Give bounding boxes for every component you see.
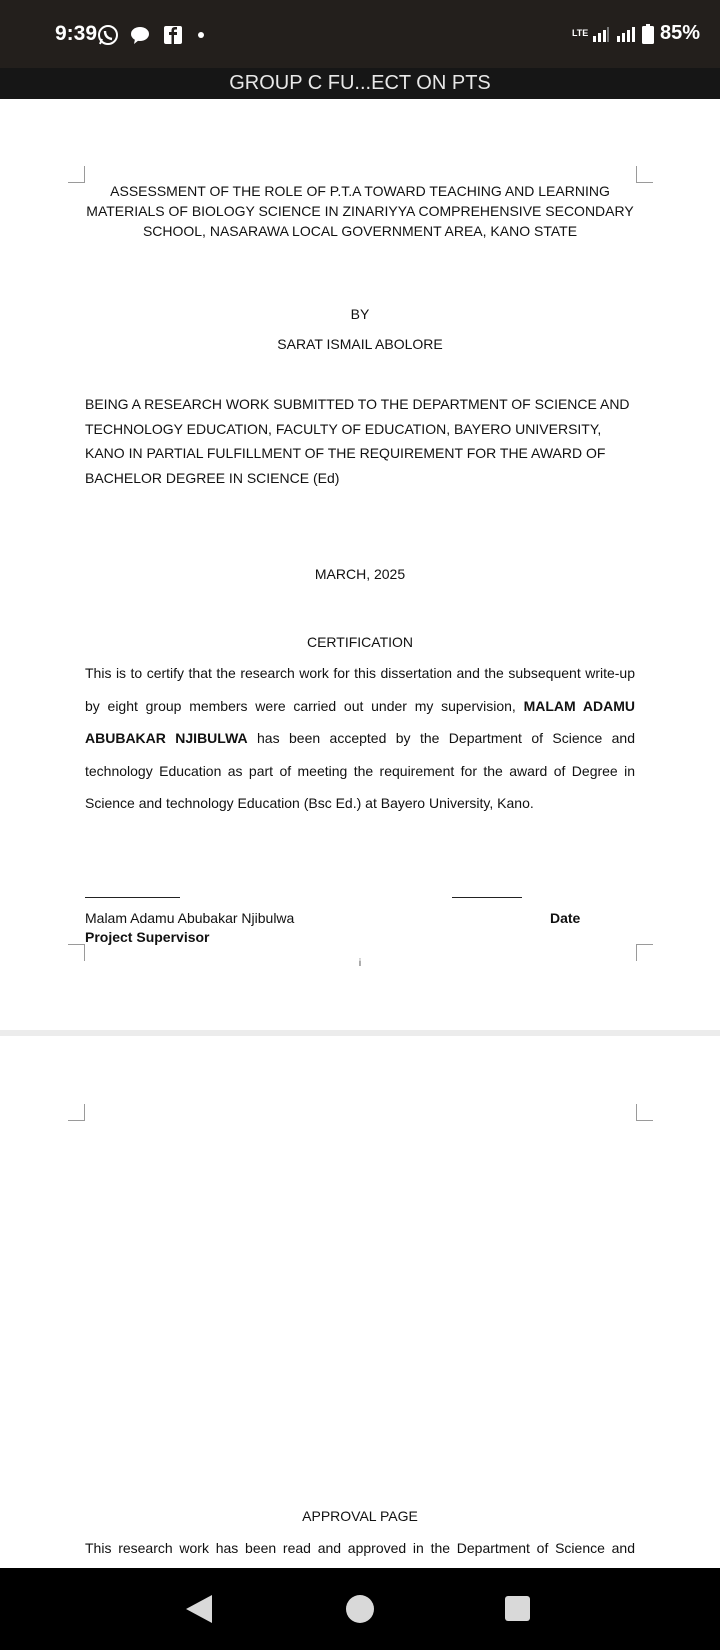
submission-date: MARCH, 2025 — [314, 566, 406, 582]
lte-label: LTE — [571, 28, 589, 38]
dot-icon — [196, 30, 206, 40]
certification-text-2: has been accepted by the Department of Science and technology Education as part of meeting the requirement for the award of Degree in Science and technology Education (Bsc Ed.) at Bayero University, Kano. — [85, 730, 635, 811]
author-name: SARAT ISMAIL ABOLORE — [277, 336, 443, 352]
system-nav-bar — [0, 1568, 720, 1650]
page-number: i — [358, 958, 362, 969]
certification-text-1: This is to certify that the research work for this dissertation and the subsequent write-up by eight group members were carried out under my supervision, — [85, 665, 635, 714]
document-page-1[interactable] — [0, 99, 720, 1030]
document-page-2[interactable] — [0, 1036, 720, 1568]
chat-bubble-icon — [129, 24, 151, 46]
home-icon[interactable] — [346, 1595, 374, 1623]
certification-body — [85, 657, 635, 820]
page-corner-mark — [636, 1104, 653, 1121]
signal-icon — [592, 25, 610, 43]
approval-heading: APPROVAL PAGE — [302, 1508, 418, 1524]
whatsapp-icon — [97, 24, 119, 46]
recents-icon[interactable] — [505, 1596, 530, 1621]
page-corner-mark — [68, 944, 85, 961]
project-title: ASSESSMENT OF THE ROLE OF P.T.A TOWARD TEACHING AND LEARNING MATERIALS OF BIOLOGY SCIENCE IN ZINARIYYA COMPREHENSIVE SECONDARY SCHOOL, NASARAWA LOCAL GOVERNMENT AREA, KANO STATE — [86, 183, 634, 239]
page-corner-mark — [636, 166, 653, 183]
supervisor-signature-line — [85, 897, 180, 898]
submission-statement: BEING A RESEARCH WORK SUBMITTED TO THE DEPARTMENT OF SCIENCE AND TECHNOLOGY EDUCATION, FACULTY OF EDUCATION, BAYERO UNIVERSITY, KANO IN PARTIAL FULFILLMENT OF THE REQUIREMENT FOR THE AWARD OF BACHELOR DEGREE IN SCIENCE (Ed) — [85, 396, 630, 486]
battery-icon — [642, 24, 654, 44]
document-title: GROUP C FU...ECT ON PTS — [229, 72, 491, 94]
supervisor-name-bold: MALAM ADAMU ABUBAKAR NJIBULWA — [85, 697, 635, 746]
page-corner-mark — [636, 944, 653, 961]
date-label: Date — [550, 910, 581, 926]
status-time: 9:39 — [55, 22, 98, 45]
document-title-bar[interactable] — [0, 68, 720, 99]
status-bar — [0, 0, 720, 68]
supervisor-role: Project Supervisor — [85, 929, 210, 945]
facebook-icon — [162, 24, 184, 46]
certification-heading: CERTIFICATION — [306, 634, 414, 650]
battery-percent: 85% — [659, 22, 700, 44]
signal-icon-2 — [616, 25, 636, 43]
page-corner-mark — [68, 166, 85, 183]
by-label: BY — [350, 306, 370, 322]
status-right-group — [572, 22, 700, 45]
date-signature-line — [452, 897, 522, 898]
page-corner-mark — [68, 1104, 85, 1121]
approval-body: This research work has been read and approved in the Department of Science and — [85, 1540, 635, 1556]
supervisor-name: Malam Adamu Abubakar Njibulwa — [85, 910, 295, 926]
back-icon[interactable] — [186, 1595, 212, 1623]
